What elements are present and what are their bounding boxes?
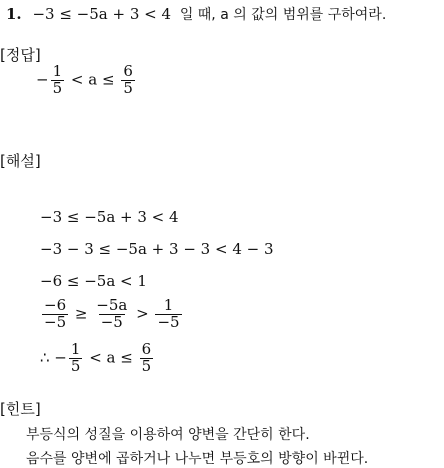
fraction-denominator: 5 [141, 356, 152, 375]
answer-middle: < a ≤ [70, 70, 115, 89]
step5-prefix: ∴ − [40, 348, 67, 367]
solution-step-4 [40, 298, 184, 331]
problem-text: 일 때, a 의 값의 범위를 구하여라. [179, 7, 387, 23]
fraction-denominator: −5 [44, 312, 67, 331]
step4-operator-2: > [136, 304, 149, 323]
fraction-numerator: −6 [44, 296, 67, 314]
hint-line-2: 음수를 양변에 곱하거나 나누면 부등호의 방향이 바뀐다. [26, 451, 369, 467]
solution-step-5 [40, 342, 155, 375]
step4-fraction-1 [42, 298, 68, 331]
fraction-numerator: 6 [123, 62, 133, 80]
fraction-denominator: 5 [52, 78, 63, 97]
fraction-numerator: 6 [141, 340, 152, 358]
fraction-numerator: 1 [163, 296, 174, 314]
fraction-denominator: −5 [157, 312, 180, 331]
step4-fraction-3 [155, 298, 181, 331]
solution-label: [해설] [0, 152, 41, 170]
problem [6, 4, 386, 24]
solution-step-2: −3 − 3 ≤ −5a + 3 − 3 < 4 − 3 [40, 240, 274, 258]
fraction-numerator: 1 [70, 340, 81, 358]
problem-number: 1. [6, 5, 22, 23]
answer-label: [정답] [0, 46, 41, 64]
problem-expression: −3 ≤ −5a + 3 < 4 [32, 5, 172, 23]
hint-line-1: 부등식의 성질을 이용하여 양변을 간단히 한다. [26, 427, 310, 443]
fraction-numerator: 1 [52, 62, 63, 80]
step4-operator-1: ≥ [74, 304, 88, 323]
solution-step-1: −3 ≤ −5a + 3 < 4 [40, 208, 179, 226]
fraction-numerator: −5a [96, 296, 128, 314]
step4-fraction-2 [94, 298, 129, 331]
hint-label: [힌트] [0, 400, 41, 418]
answer-fraction-left [51, 64, 65, 97]
step5-fraction-2 [140, 342, 154, 375]
step5-fraction-1 [69, 342, 83, 375]
fraction-denominator: 5 [123, 78, 133, 97]
step5-middle: < a ≤ [89, 348, 133, 367]
fraction-denominator: −5 [100, 312, 123, 331]
solution-step-3: −6 ≤ −5a < 1 [40, 272, 147, 290]
answer-sign: − [36, 70, 49, 89]
answer-fraction-right [121, 64, 135, 97]
answer-expression [36, 64, 137, 97]
fraction-denominator: 5 [70, 356, 81, 375]
